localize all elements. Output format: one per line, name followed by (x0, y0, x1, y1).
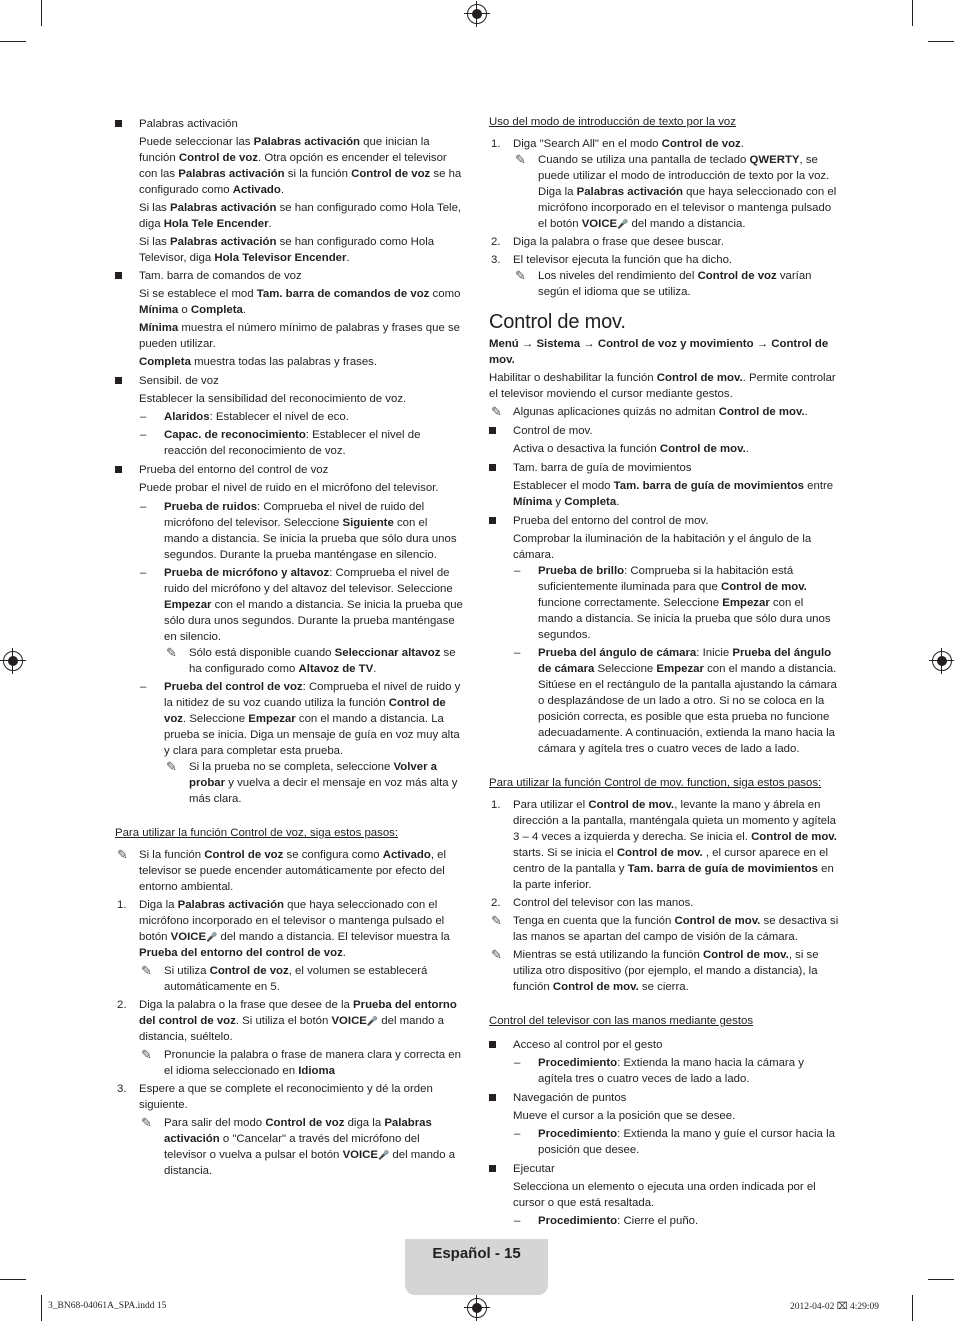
registration-mark-icon (932, 651, 952, 671)
step-number: 2. (491, 897, 501, 909)
note-pencil-icon: ✎ (491, 947, 502, 962)
step-number: 1. (117, 899, 127, 911)
note (489, 913, 839, 945)
section-title: Control de mov. (489, 423, 839, 439)
note-text: Cuando se utiliza una pantalla de teclado QWERTY, se puede utilizar el modo de introducción de texto por la voz. Diga la Palabras activación que haya seleccionado con el micrófono incorporado en el televisor o mantenga pulsado el botón VOICE🎤 del mando a distancia. (538, 154, 837, 230)
subsection-title: Para utilizar la función Control de voz, siga estos pasos: (115, 827, 399, 839)
subsection-title: Uso del modo de introducción de texto por la voz (489, 116, 736, 128)
paragraph: Si las Palabras activación se han configurado como Hola Televisor, diga Hola Televisor Encender. (139, 236, 435, 264)
step (115, 1081, 465, 1113)
note-text: Si la prueba no se completa, seleccione Volver a probar y vuelva a decir el mensaje en voz más alta y más clara. (189, 761, 458, 805)
paragraph: Si se establece el mod Tam. barra de comandos de voz como Mínima o Completa. (139, 288, 461, 316)
crop-mark (912, 1295, 913, 1321)
paragraph: Establecer la sensibilidad del reconocimiento de voz. (139, 393, 407, 405)
step (489, 252, 839, 268)
section-title: Prueba del entorno del control de voz (115, 462, 465, 478)
note (115, 645, 465, 677)
left-column (115, 114, 465, 1179)
menu-path: Menú → Sistema → Control de voz y movimiento → Control de mov. (489, 338, 829, 366)
crop-mark (928, 41, 954, 42)
note (489, 152, 839, 232)
crop-mark (912, 0, 913, 26)
note-text: Sólo está disponible cuando Seleccionar altavoz se ha configurado como Altavoz de TV. (189, 647, 456, 675)
step-text: El televisor ejecuta la función que ha dicho. (513, 254, 733, 266)
step-text: Diga la Palabras activación que haya seleccionado con el micrófono incorporado en el televisor o mantenga pulsado el botón VOICE🎤 del mando a distancia. El televisor muestra la Prueba del entorno del control de voz. (139, 899, 450, 959)
paragraph: Puede probar el nivel de ruido en el micrófono del televisor. (139, 482, 439, 494)
note-text: Pronuncie la palabra o frase de manera clara y correcta en el idioma seleccionado en Idioma (164, 1049, 461, 1077)
note-pencil-icon: ✎ (166, 645, 177, 660)
note (115, 963, 465, 995)
note-pencil-icon: ✎ (515, 268, 526, 283)
note-pencil-icon: ✎ (491, 913, 502, 928)
crop-mark (928, 1279, 954, 1280)
step-text: Diga "Search All" en el modo Control de voz. (513, 138, 744, 150)
microphone-icon: 🎤 (366, 1016, 379, 1026)
dash-item: – Procedimiento: Extienda la mano hacia la cámara y agítela tres o cuatro veces de lado a lado. (489, 1055, 839, 1087)
note-text: Mientras se está utilizando la función Control de mov., si se utiliza otro dispositivo (por ejemplo, el mando a distancia), la función Control de mov. se cierra. (513, 949, 819, 993)
step-number: 2. (117, 999, 127, 1011)
paragraph: Selecciona un elemento o ejecuta una orden indicada por el cursor o que está resaltada. (513, 1181, 816, 1209)
slug-left: 3_BN68-04061A_SPA.indd 15 (48, 1301, 167, 1311)
note-text: Tenga en cuenta que la función Control de mov. se desactiva si las manos se apartan del campo de visión de la cámara. (513, 915, 839, 943)
section-title: Ejecutar (489, 1161, 839, 1177)
step (115, 997, 465, 1045)
note (115, 1047, 465, 1079)
dash-item: – Prueba de ruidos: Comprueba el nivel de ruido del micrófono del televisor. Seleccione Siguiente con el mando a distancia. Se inicia la prueba que sólo dura unos segundos. Durante la prueba manténgase en silencio. (115, 499, 465, 563)
registration-mark-icon (467, 1298, 487, 1318)
section-title: Sensibil. de voz (115, 373, 465, 389)
registration-mark-icon (467, 4, 487, 24)
paragraph: Completa muestra todas las palabras y frases. (139, 356, 378, 368)
microphone-icon: 🎤 (378, 1150, 390, 1160)
paragraph: Comprobar la iluminación de la habitación y el ángulo de la cámara. (513, 533, 812, 561)
note (489, 404, 839, 420)
section-title: Palabras activación (115, 116, 465, 132)
step-number: 3. (491, 254, 501, 266)
paragraph: Puede seleccionar las Palabras activación que inician la función Control de voz. Otra opción es encender el televisor con las Palabras activación si la función Control de voz se ha configurado como Activado. (139, 136, 462, 196)
dash-item: – Procedimiento: Cierre el puño. (489, 1213, 839, 1229)
note-pencil-icon: ✎ (515, 152, 526, 167)
step-text: Diga la palabra o la frase que desee de la Prueba del entorno del control de voz. Si utiliza el botón VOICE🎤 del mando a distancia, suéltelo. (139, 999, 457, 1043)
note (115, 847, 465, 895)
dash-item: – Procedimiento: Extienda la mano y guíe el cursor hacia la posición que desee. (489, 1126, 839, 1158)
note (489, 268, 839, 300)
step-text: Diga la palabra o frase que desee buscar. (513, 236, 724, 248)
section-title: Acceso al control por el gesto (489, 1037, 839, 1053)
paragraph: Mueve el cursor a la posición que se desee. (513, 1110, 736, 1122)
subsection-title: Para utilizar la función Control de mov. function, siga estos pasos: (489, 777, 822, 789)
page-title: Control de mov. (489, 311, 626, 333)
note-pencil-icon: ✎ (117, 847, 128, 862)
note-pencil-icon: ✎ (141, 1047, 152, 1062)
step (489, 136, 839, 152)
paragraph: Mínima muestra el número mínimo de palabras y frases que se pueden utilizar. (139, 322, 460, 350)
step-text: Espere a que se complete el reconocimiento y dé la orden siguiente. (139, 1083, 433, 1111)
crop-mark (41, 0, 42, 26)
dash-item: – Capac. de reconocimiento: Establecer el nivel de reacción del reconocimiento de voz. (115, 427, 465, 459)
note (115, 1115, 465, 1179)
step (489, 234, 839, 250)
paragraph: Activa o desactiva la función Control de mov.. (513, 443, 749, 455)
step-text: Para utilizar el Control de mov., levante la mano y ábrela en dirección a la pantalla, manténgala quieta un momento y agítela 3 – 4 veces a izquierda y derecha. Se inicia el. Control de mov. starts. Si se inicia el Control de mov. , el cursor aparece en el centro de la pantalla y Tam. barra de guía de movimientos en la parte inferior. (513, 799, 837, 891)
step-number: 2. (491, 236, 501, 248)
dash-item: – Prueba de micrófono y altavoz: Comprueba el nivel de ruido del micrófono y del altavoz del televisor. Seleccione Empezar con el mando a distancia. Se inicia la prueba que sólo dura unos segundos. Durante la prueba manténgase en silencio. (115, 565, 465, 645)
note-pencil-icon: ✎ (491, 404, 502, 419)
slug-right: 2012-04-02 ⌧ 4:29:09 (790, 1302, 880, 1312)
step (489, 895, 839, 911)
note-text: Algunas aplicaciones quizás no admitan Control de mov.. (513, 406, 808, 418)
section-title: Navegación de puntos (489, 1090, 839, 1106)
note (115, 759, 465, 807)
crop-mark (0, 41, 26, 42)
subsection-title: Control del televisor con las manos mediante gestos (489, 1015, 754, 1027)
note-pencil-icon: ✎ (141, 1115, 152, 1130)
dash-item: – Alaridos: Establecer el nivel de eco. (115, 409, 465, 425)
note-text: Los niveles del rendimiento del Control de voz varían según el idioma que se utiliza. (538, 270, 812, 298)
section-title: Tam. barra de comandos de voz (115, 268, 465, 284)
step-text: Control del televisor con las manos. (513, 897, 694, 909)
section-title: Prueba del entorno del control de mov. (489, 513, 839, 529)
step (489, 797, 839, 893)
note-text: Si utiliza Control de voz, el volumen se establecerá automáticamente en 5. (164, 965, 428, 993)
step-number: 1. (491, 138, 501, 150)
crop-mark (0, 1279, 26, 1280)
microphone-icon: 🎤 (617, 219, 629, 229)
crop-mark (41, 1295, 42, 1321)
paragraph: Habilitar o deshabilitar la función Control de mov.. Permite controlar el televisor moviendo el cursor mediante gestos. (489, 372, 836, 400)
note (489, 947, 839, 995)
page-number-tab (405, 1239, 548, 1295)
step-number: 1. (491, 799, 501, 811)
dash-item: – Prueba del ángulo de cámara: Inicie Prueba del ángulo de cámara Seleccione Empezar con el mando a distancia. Sitúese en el rectángulo de la pantalla ajustando la cámara o desplazándose de un lado a otro. Si no se coloca en la posición correcta, es posible que esta prueba no funcione adecuadamente. A continuación, extienda la mano hacia la cámara y agítela tres o cuatro veces de lado a lado. (489, 645, 839, 757)
note-pencil-icon: ✎ (166, 759, 177, 774)
step (115, 897, 465, 961)
dash-item: – Prueba del control de voz: Comprueba el nivel de ruido y la nitidez de su voz cuando utiliza la función Control de voz. Seleccione Empezar con el mando a distancia. La prueba se inicia. Diga un mensaje de guía en voz muy alta y clara para completar esta prueba. (115, 679, 465, 759)
step-number: 3. (117, 1083, 127, 1095)
section-title: Tam. barra de guía de movimientos (489, 460, 839, 476)
dash-item: – Prueba de brillo: Comprueba si la habitación está suficientemente iluminada para que Control de mov. funcione correctamente. Seleccione Empezar con el mando a distancia. Se inicia la prueba que sólo dura unos segundos. (489, 563, 839, 643)
page-number: Español - 15 (432, 1245, 521, 1262)
paragraph: Si las Palabras activación se han configurado como Hola Tele, diga Hola Tele Encender. (139, 202, 462, 230)
note-text: Para salir del modo Control de voz diga la Palabras activación o "Cancelar" a través del micrófono del televisor o vuelva a pulsar el botón VOICE🎤 del mando a distancia. (164, 1117, 456, 1177)
microphone-icon: 🎤 (206, 932, 218, 942)
registration-mark-icon (3, 651, 23, 671)
note-text: Si la función Control de voz se configura como Activado, el televisor se puede encender automáticamente por efecto del entorno ambiental. (139, 849, 447, 893)
right-column (489, 114, 839, 1229)
paragraph: Establecer el modo Tam. barra de guía de movimientos entre Mínima y Completa. (513, 480, 834, 508)
note-pencil-icon: ✎ (141, 963, 152, 978)
